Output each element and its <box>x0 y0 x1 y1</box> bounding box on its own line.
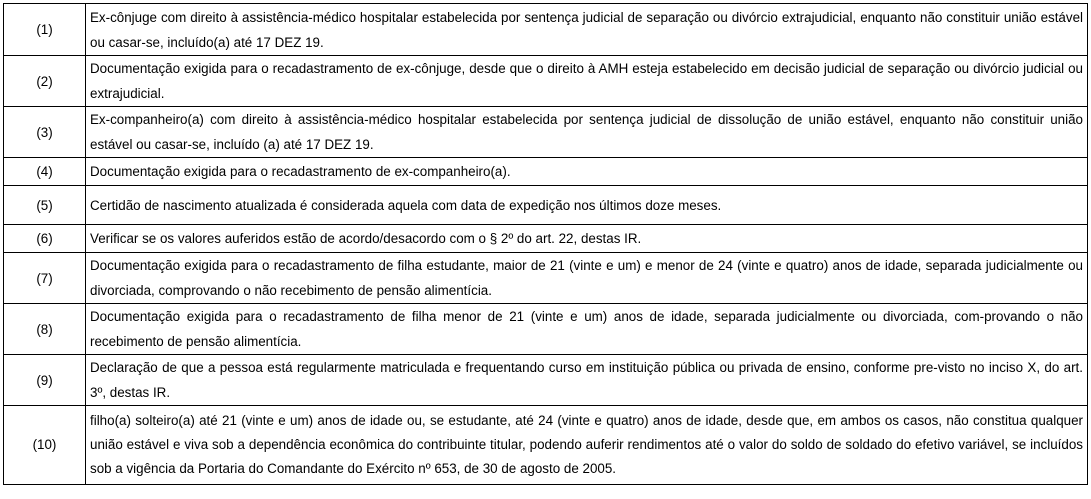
table-row <box>4 355 1088 406</box>
note-text: Ex-companheiro(a) com direito à assistência-médico hospitalar estabelecida por sentença judicial de dissolução de união estável, enquanto não constituir união estável ou casar-se, incluído (a) até 17 DEZ 19. <box>86 107 1088 158</box>
note-number: (7) <box>4 253 86 304</box>
note-number: (9) <box>4 355 86 406</box>
note-number: (6) <box>4 225 86 253</box>
note-number: (1) <box>4 4 86 56</box>
note-text: Documentação exigida para o recadastramento de filha menor de 21 (vinte e um) anos de idade, separada judicialmente ou divorciada, com-provando o não recebimento de pensão alimentícia. <box>86 304 1088 355</box>
note-number: (3) <box>4 107 86 158</box>
note-text: Verificar se os valores auferidos estão de acordo/desacordo com o § 2º do art. 22, destas IR. <box>86 225 1088 253</box>
table-row <box>4 406 1088 485</box>
table-row <box>4 186 1088 225</box>
note-text: Declaração de que a pessoa está regularmente matriculada e frequentando curso em instituição pública ou privada de ensino, conforme pre-visto no inciso X, do art. 3º, destas IR. <box>86 355 1088 406</box>
note-text: Documentação exigida para o recadastramento de ex-companheiro(a). <box>86 158 1088 186</box>
note-number: (8) <box>4 304 86 355</box>
note-text: Certidão de nascimento atualizada é considerada aquela com data de expedição nos últimos doze meses. <box>86 186 1088 225</box>
table-row <box>4 225 1088 253</box>
note-number: (10) <box>4 406 86 485</box>
note-text: Ex-cônjuge com direito à assistência-médico hospitalar estabelecida por sentença judicial de separação ou divórcio extrajudicial, enquanto não constituir união estável ou casar-se, incluído(a) até 17 DEZ 19. <box>86 4 1088 56</box>
table-row <box>4 253 1088 304</box>
note-number: (4) <box>4 158 86 186</box>
note-text: Documentação exigida para o recadastramento de filha estudante, maior de 21 (vinte e um) e menor de 24 (vinte e quatro) anos de idade, separada judicialmente ou divorciada, comprovando o não recebimento de pensão alimentícia. <box>86 253 1088 304</box>
table-row <box>4 4 1088 56</box>
notes-table <box>3 3 1088 485</box>
table-row <box>4 304 1088 355</box>
note-number: (2) <box>4 56 86 107</box>
note-number: (5) <box>4 186 86 225</box>
table-row <box>4 158 1088 186</box>
table-row <box>4 56 1088 107</box>
note-text: filho(a) solteiro(a) até 21 (vinte e um) anos de idade ou, se estudante, até 24 (vinte e quatro) anos de idade, desde que, em ambos os casos, não constitua qualquer união estável e viva sob a dependência econômica do contribuinte titular, podendo auferir rendimentos até o valor do soldo de soldado do efetivo variável, se incluídos sob a vigência da Portaria do Comandante do Exército nº 653, de 30 de agosto de 2005. <box>86 406 1088 485</box>
note-text: Documentação exigida para o recadastramento de ex-cônjuge, desde que o direito à AMH esteja estabelecido em decisão judicial de separação ou divórcio judicial ou extrajudicial. <box>86 56 1088 107</box>
table-row <box>4 107 1088 158</box>
